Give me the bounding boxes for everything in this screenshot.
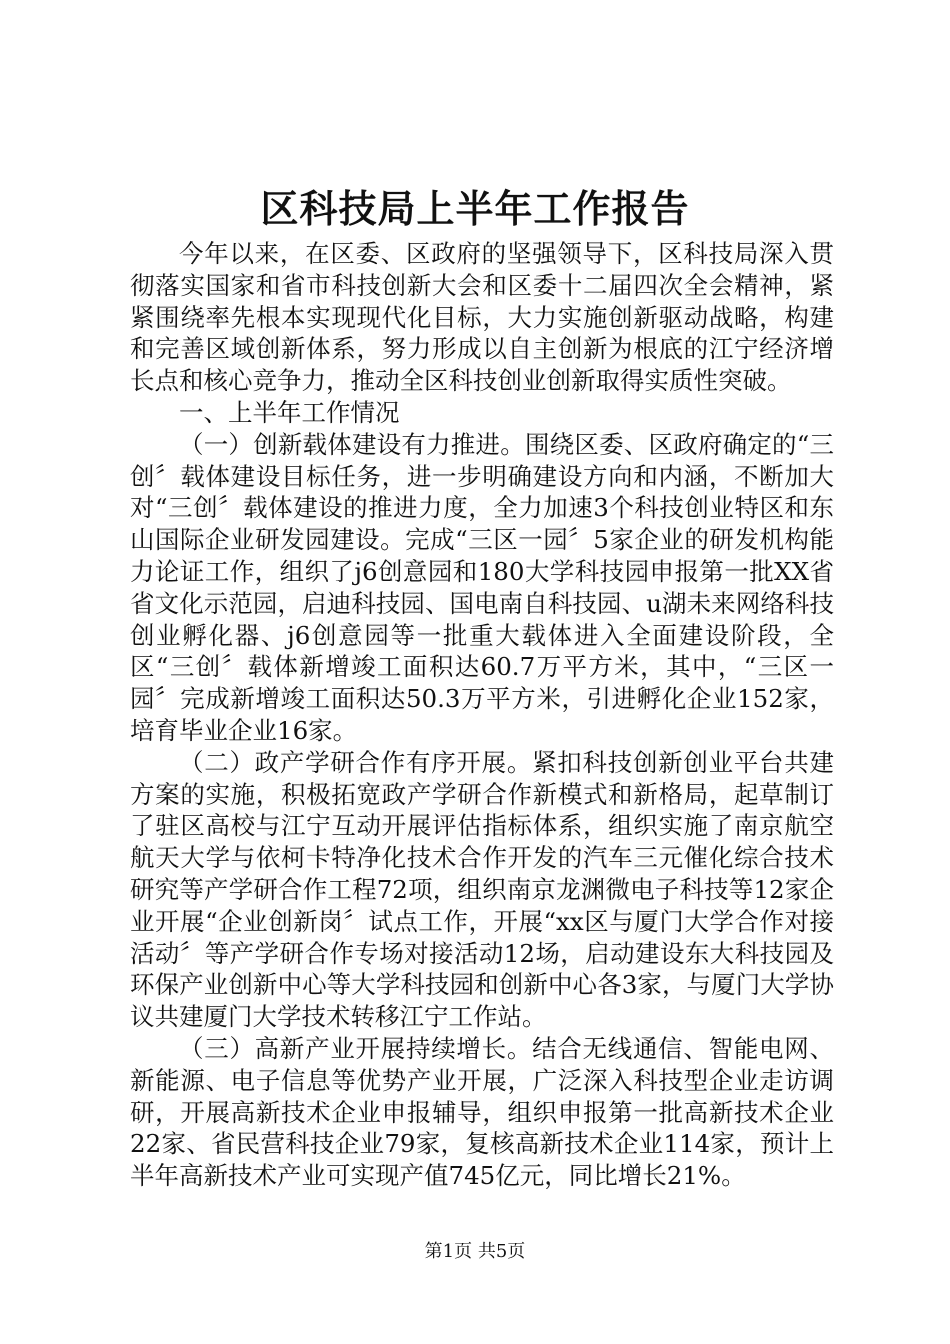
page-number-footer: 第1页 共5页 [424, 1241, 526, 1262]
document-title: 区科技局上半年工作报告 [260, 186, 690, 231]
paragraph-innovation-carriers: （一）创新载体建设有力推进。围绕区委、区政府确定的“三创〞载体建设目标任务，进一步明确建设方向和内涵，不断加大对“三创〞载体建设的推进力度，全力加速3个科技创业特区和东山国际企业研发园建设。完成“三区一园〞5家企业的研发机构能力论证工作，组织了j6创意园和180大学科技园申报第一批XX省省文化示范园，启迪科技园、国电南自科技园、u湖未来网络科技创业孵化器、j6创意园等一批重大载体进入全面建设阶段，全区“三创〞载体新增竣工面积达60.7万平方米，其中，“三区一园〞完成新增竣工面积达50.3万平方米，引进孵化企业152家，培育毕业企业16家。 [130, 429, 834, 745]
document-body [130, 238, 834, 1192]
paragraph-hightech-industry: （三）高新产业开展持续增长。结合无线通信、智能电网、新能源、电子信息等优势产业开展，广泛深入科技型企业走访调研，开展高新技术企业申报辅导，组织申报第一批高新技术企业22家、省民营科技企业79家，复核高新技术企业114家，预计上半年高新技术产业可实现产值745亿元，同比增长21%。 [130, 1033, 834, 1191]
intro-paragraph: 今年以来，在区委、区政府的坚强领导下，区科技局深入贯彻落实国家和省市科技创新大会和区委十二届四次全会精神，紧紧围绕率先根本实现现代化目标，大力实施创新驱动战略，构建和完善区域创新体系，努力形成以自主创新为根底的江宁经济增长点和核心竞争力，推动全区科技创业创新取得实质性突破。 [130, 239, 834, 396]
section-heading: 一、上半年工作情况 [179, 397, 400, 427]
paragraph-industry-academia: （二）政产学研合作有序开展。紧扣科技创新创业平台共建方案的实施，积极拓宽政产学研合作新模式和新格局，起草制订了驻区高校与江宁互动开展评估指标体系，组织实施了南京航空航天大学与依柯卡特净化技术合作开发的汽车三元催化综合技术研究等产学研合作工程72项，组织南京龙渊微电子科技等12家企业开展“企业创新岗〞试点工作，开展“xx区与厦门大学合作对接活动〞等产学研合作专场对接活动12场，启动建设东大科技园及环保产业创新中心等大学科技园和创新中心各3家，与厦门大学协议共建厦门大学技术转移江宁工作站。 [130, 747, 834, 1032]
